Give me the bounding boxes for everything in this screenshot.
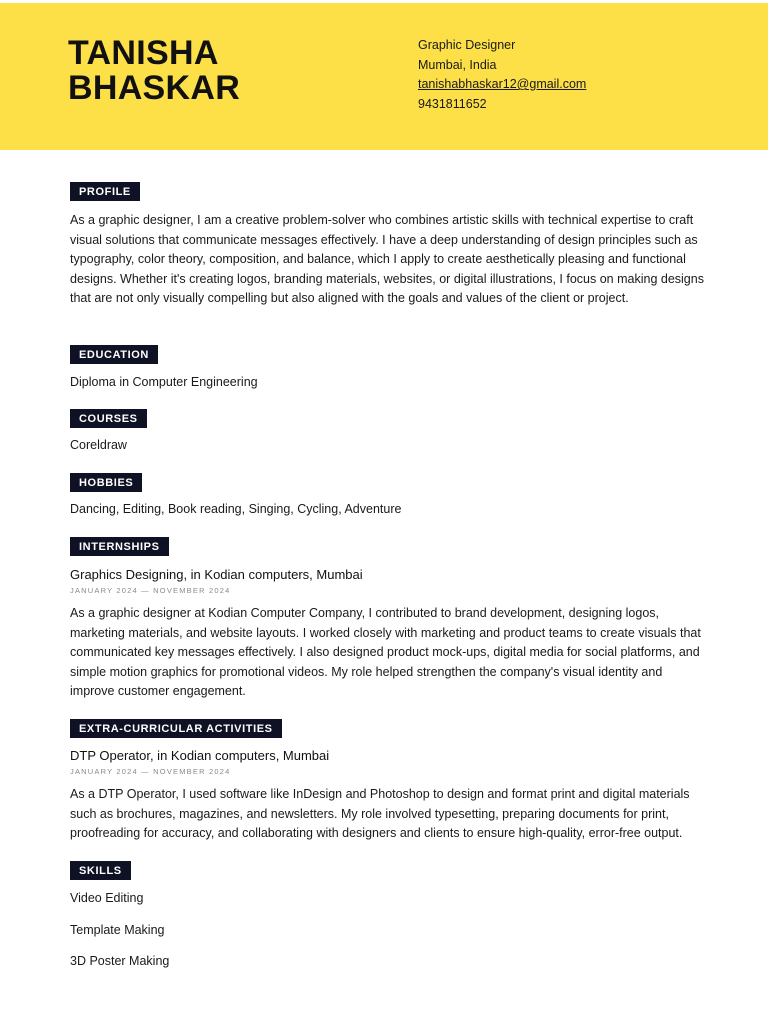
extracurricular-title: DTP Operator, in Kodian computers, Mumbai — [70, 748, 330, 763]
education-heading: EDUCATION — [70, 345, 158, 364]
skill-item: 3D Poster Making — [70, 954, 170, 968]
contact-info — [418, 36, 586, 114]
skills-heading: SKILLS — [70, 861, 131, 880]
internships-heading: INTERNSHIPS — [70, 537, 169, 556]
candidate-name — [68, 36, 240, 106]
internship-description: As a graphic designer at Kodian Computer Company, I contributed to brand development, designing logos, marketing materials, and website layouts. I worked closely with marketing and product teams to create visuals that communicated key messages effectively. I also designed product mock-ups, digital media for social platforms, and simple motion graphics for promotional videos. My role helped strengthen the company's visual identity and improve customer engagement. — [70, 606, 701, 699]
courses-text: Coreldraw — [70, 438, 127, 452]
extracurricular-heading: EXTRA-CURRICULAR ACTIVITIES — [70, 719, 282, 738]
internship-dates: JANUARY 2024 — NOVEMBER 2024 — [70, 586, 231, 595]
phone-number: 9431811652 — [418, 96, 487, 111]
hobbies-heading: HOBBIES — [70, 473, 142, 492]
profile-text: As a graphic designer, I am a creative problem-solver who combines artistic skills with technical expertise to craft visual solutions that communicate messages effectively. I have a deep understanding of design principles such as typography, color theory, composition, and balance, which I apply to create aesthetically pleasing and functional designs. Whether it's creating logos, branding materials, websites, or digital illustrations, I focus on making designs that are not only visually compelling but also aligned with the goals and values of the client or project. — [70, 213, 704, 306]
skill-item: Template Making — [70, 923, 165, 937]
first-name: TANISHA — [68, 34, 219, 72]
resume-header — [0, 3, 768, 150]
courses-heading: COURSES — [70, 409, 147, 428]
skill-item: Video Editing — [70, 891, 144, 905]
extracurricular-dates: JANUARY 2024 — NOVEMBER 2024 — [70, 767, 231, 776]
profile-heading: PROFILE — [70, 182, 140, 201]
job-title: Graphic Designer — [418, 38, 516, 52]
extracurricular-description: As a DTP Operator, I used software like InDesign and Photoshop to design and format print and digital materials such as brochures, magazines, and newsletters. My role involved typesetting, preparing documents for print, proofreading for accuracy, and collaborating with designers and clients to ensure high-quality, error-free output. — [70, 787, 690, 841]
last-name: BHASKAR — [68, 69, 241, 107]
education-text: Diploma in Computer Engineering — [70, 375, 258, 389]
email-link[interactable]: tanishabhaskar12@gmail.com — [418, 77, 587, 91]
hobbies-text: Dancing, Editing, Book reading, Singing, Cycling, Adventure — [70, 502, 402, 516]
internship-title: Graphics Designing, in Kodian computers, Mumbai — [70, 567, 363, 582]
location: Mumbai, India — [418, 57, 497, 72]
